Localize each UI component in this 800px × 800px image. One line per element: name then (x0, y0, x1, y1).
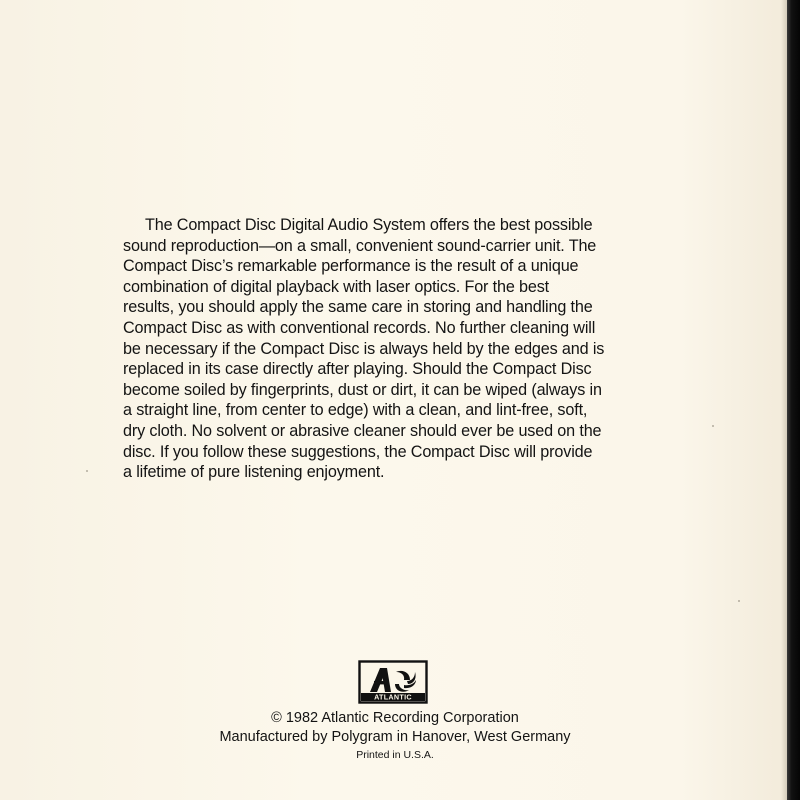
paragraph-line: combination of digital playback with laser optics. For the best (123, 277, 550, 296)
paper-speck (738, 600, 740, 602)
scanner-edge (787, 0, 800, 800)
printed-in-line: Printed in U.S.A. (356, 749, 434, 761)
paragraph-line: dry cloth. No solvent or abrasive cleaner should ever be used on the (123, 421, 602, 440)
care-instructions-paragraph (123, 215, 663, 483)
paragraph-line: Compact Disc’s remarkable performance is the result of a unique (123, 257, 579, 276)
paragraph-line: become soiled by fingerprints, dust or dirt, it can be wiped (always in (123, 380, 602, 399)
credits-block (150, 709, 640, 763)
paragraph-line: a lifetime of pure listening enjoyment. (123, 463, 385, 482)
paragraph-line: Compact Disc as with conventional records. No further cleaning will (123, 318, 596, 337)
copyright-line: © 1982 Atlantic Recording Corporation (271, 710, 519, 726)
atlantic-logo-icon (358, 660, 428, 704)
paragraph-line: a straight line, from center to edge) with a clean, and lint-free, soft, (123, 401, 588, 420)
paper-speck (712, 425, 714, 427)
logo-wordmark: ATLANTIC (374, 692, 412, 702)
manufacturer-line: Manufactured by Polygram in Hanover, West Germany (219, 729, 571, 745)
paragraph-line: The Compact Disc Digital Audio System offers the best possible (145, 216, 593, 234)
paper-speck (86, 470, 88, 472)
paragraph-line: results, you should apply the same care in storing and handling the (123, 298, 593, 317)
paragraph-line: replaced in its case directly after playing. Should the Compact Disc (123, 360, 592, 379)
paragraph-line: disc. If you follow these suggestions, the Compact Disc will provide (123, 442, 593, 461)
paragraph-line: sound reproduction—on a small, convenient sound-carrier unit. The (123, 236, 597, 255)
paragraph-line: be necessary if the Compact Disc is always held by the edges and is (123, 339, 605, 358)
